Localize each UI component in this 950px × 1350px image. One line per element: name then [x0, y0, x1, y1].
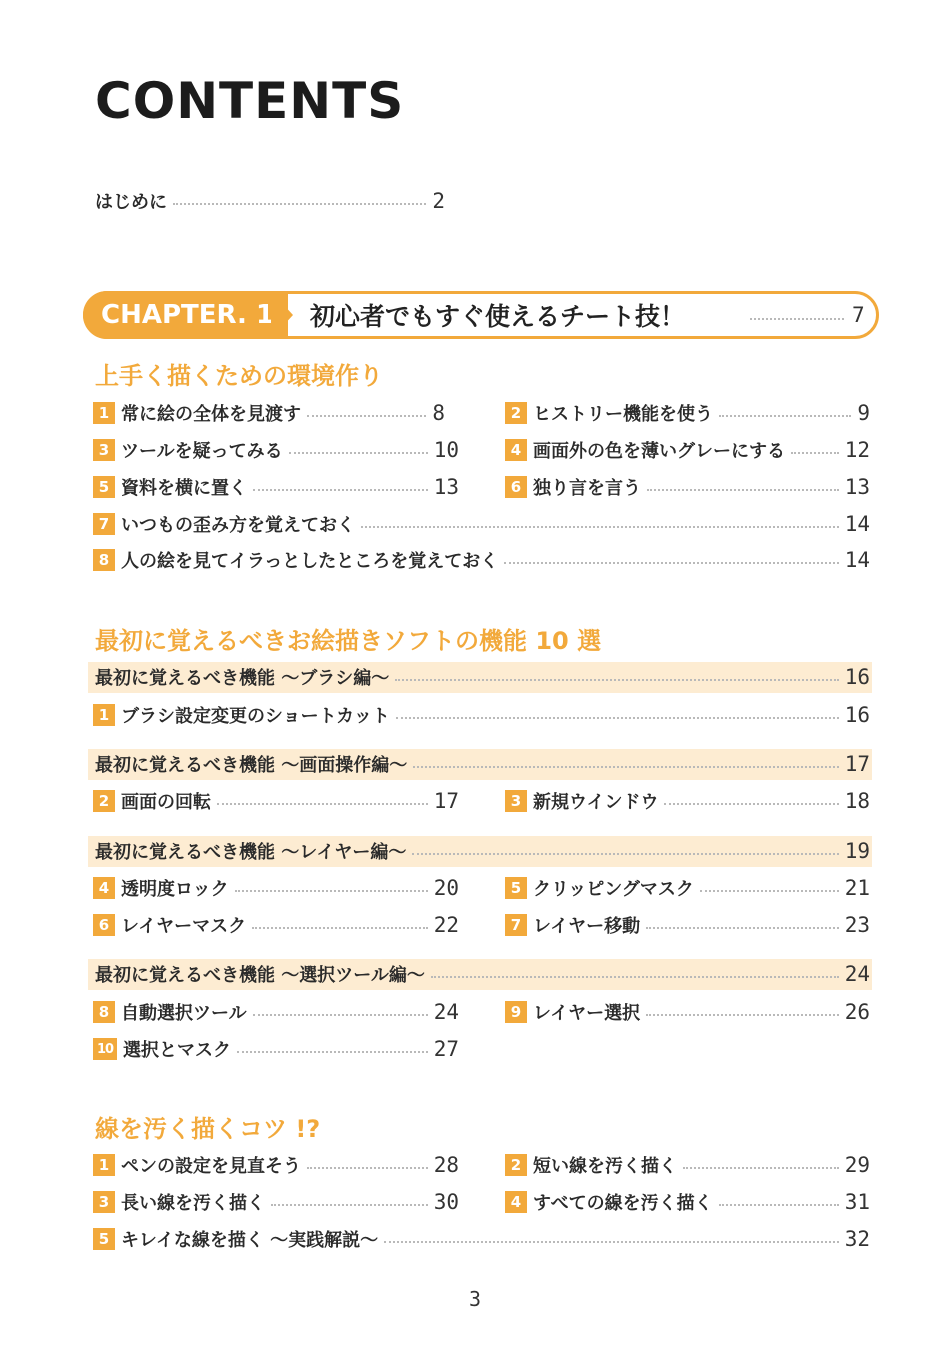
leader-dots: [647, 489, 839, 491]
toc-page: 10: [433, 438, 459, 462]
toc-label: 人の絵を見てイラっとしたところを覚えておく: [121, 551, 499, 572]
leader-dots: [431, 976, 839, 978]
item-number-badge: 8: [93, 1001, 115, 1023]
leader-dots: [235, 890, 428, 892]
toc-entry[interactable]: [93, 786, 459, 816]
toc-page: 9: [857, 401, 870, 425]
item-number-badge: 2: [505, 1154, 527, 1176]
leader-dots: [700, 890, 839, 892]
leader-dots: [217, 803, 428, 805]
toc-page: 24: [844, 962, 870, 986]
toc-entry[interactable]: [505, 472, 870, 502]
toc-entry[interactable]: [505, 786, 870, 816]
subsection-entry-screen[interactable]: [95, 749, 870, 779]
subsection-entry-selection[interactable]: [95, 959, 870, 989]
toc-label: 長い線を汚く描く: [121, 1193, 265, 1214]
toc-page: 13: [844, 475, 870, 499]
toc-entry[interactable]: [93, 873, 459, 903]
toc-label: ヒストリー機能を使う: [533, 404, 713, 425]
item-number-badge: 7: [505, 914, 527, 936]
item-number-badge: 6: [93, 914, 115, 936]
toc-label: ペンの設定を見直そう: [121, 1156, 301, 1177]
leader-dots: [384, 1241, 839, 1243]
item-number-badge: 2: [93, 790, 115, 812]
leader-dots: [719, 1204, 839, 1206]
toc-label: 最初に覚えるべき機能 〜ブラシ編〜: [95, 668, 390, 689]
toc-page: 14: [844, 512, 870, 536]
toc-entry[interactable]: [505, 1150, 870, 1180]
leader-dots: [504, 562, 838, 564]
toc-page: 2: [432, 189, 445, 213]
toc-label: はじめに: [95, 192, 167, 213]
toc-entry[interactable]: [93, 435, 459, 465]
item-number-badge: 5: [505, 877, 527, 899]
item-number-badge: 6: [505, 476, 527, 498]
subsection-entry-layer[interactable]: [95, 836, 870, 866]
item-number-badge: 4: [505, 1191, 527, 1213]
toc-label: ブラシ設定変更のショートカット: [121, 706, 390, 727]
toc-label: レイヤー選択: [533, 1003, 641, 1024]
toc-entry[interactable]: [505, 873, 870, 903]
subsection-entry-brush[interactable]: [95, 662, 870, 692]
chapter-label: CHAPTER. 1: [83, 291, 288, 339]
toc-page: 27: [433, 1037, 459, 1061]
toc-label: 最初に覚えるべき機能 〜選択ツール編〜: [95, 965, 425, 986]
leader-dots: [664, 803, 838, 805]
chapter-title: 初心者でもすぐ使えるチート技！: [310, 302, 686, 331]
toc-label: キレイな線を描く 〜実践解説〜: [121, 1230, 379, 1251]
toc-entry[interactable]: [93, 509, 870, 539]
toc-page: 19: [844, 839, 870, 863]
toc-entry[interactable]: [93, 910, 459, 940]
toc-entry[interactable]: [505, 910, 870, 940]
toc-entry[interactable]: [93, 997, 459, 1027]
item-number-badge: 2: [505, 402, 527, 424]
toc-label: レイヤー移動: [533, 916, 641, 937]
section-heading-lines: 線を汚く描くコツ !?: [95, 1115, 321, 1143]
toc-page: 12: [844, 438, 870, 462]
item-number-badge: 8: [93, 549, 115, 571]
toc-entry[interactable]: [93, 398, 445, 428]
toc-entry[interactable]: [505, 1187, 870, 1217]
leader-dots: [791, 452, 839, 454]
leader-dots: [646, 1014, 839, 1016]
toc-page: 17: [844, 752, 870, 776]
toc-label: 透明度ロック: [121, 879, 229, 900]
toc-page: 28: [433, 1153, 459, 1177]
toc-page: 17: [433, 789, 459, 813]
leader-dots: [412, 853, 838, 855]
item-number-badge: 10: [93, 1038, 117, 1060]
leader-dots: [289, 452, 428, 454]
toc-label: ツールを疑ってみる: [121, 441, 283, 462]
toc-page: 24: [433, 1000, 459, 1024]
chapter-page: 7: [852, 303, 865, 327]
section-heading-environment: 上手く描くための環境作り: [95, 362, 383, 390]
leader-dots: [173, 203, 426, 205]
chapter-pill-tip: [271, 291, 293, 339]
toc-label: いつもの歪み方を覚えておく: [121, 515, 355, 536]
toc-label: 最初に覚えるべき機能 〜画面操作編〜: [95, 755, 408, 776]
leader-dots: [271, 1204, 428, 1206]
toc-page: 16: [844, 703, 870, 727]
toc-label: 最初に覚えるべき機能 〜レイヤー編〜: [95, 842, 407, 863]
item-number-badge: 1: [93, 704, 115, 726]
toc-label: レイヤーマスク: [121, 916, 247, 937]
leader-dots: [237, 1051, 428, 1053]
leader-dots: [253, 1014, 428, 1016]
leader-dots: [646, 927, 839, 929]
toc-label: 資料を横に置く: [121, 478, 247, 499]
toc-page: 8: [432, 401, 445, 425]
item-number-badge: 4: [93, 877, 115, 899]
leader-dots: [361, 526, 839, 528]
toc-page: 23: [844, 913, 870, 937]
toc-label: 独り言を言う: [533, 478, 641, 499]
toc-page: 32: [844, 1227, 870, 1251]
toc-entry[interactable]: [93, 545, 870, 575]
toc-entry[interactable]: [505, 398, 870, 428]
item-number-badge: 1: [93, 402, 115, 424]
item-number-badge: 5: [93, 1228, 115, 1250]
leader-dots: [395, 679, 838, 681]
toc-entry[interactable]: [93, 700, 870, 730]
toc-label: 常に絵の全体を見渡す: [121, 404, 301, 425]
toc-entry[interactable]: [93, 1034, 459, 1064]
toc-page: 16: [844, 665, 870, 689]
toc-label: 新規ウインドウ: [533, 792, 659, 813]
item-number-badge: 1: [93, 1154, 115, 1176]
toc-label: 自動選択ツール: [121, 1003, 247, 1024]
item-number-badge: 7: [93, 513, 115, 535]
item-number-badge: 3: [505, 790, 527, 812]
leader-dots: [252, 927, 428, 929]
leader-dots: [719, 415, 851, 417]
leader-dots: [750, 318, 844, 320]
toc-entry[interactable]: [93, 1187, 459, 1217]
leader-dots: [396, 717, 839, 719]
toc-entry[interactable]: [93, 1224, 870, 1254]
page-title: CONTENTS: [95, 72, 405, 130]
item-number-badge: 9: [505, 1001, 527, 1023]
page-number: 3: [468, 1287, 482, 1311]
toc-label: すべての線を汚く描く: [533, 1193, 713, 1214]
toc-page: 31: [844, 1190, 870, 1214]
toc-page: 18: [844, 789, 870, 813]
toc-entry[interactable]: [93, 472, 459, 502]
toc-page: 20: [433, 876, 459, 900]
toc-page: 29: [844, 1153, 870, 1177]
toc-page: 13: [433, 475, 459, 499]
leader-dots: [683, 1167, 839, 1169]
leader-dots: [307, 415, 426, 417]
toc-entry[interactable]: [505, 435, 870, 465]
leader-dots: [413, 766, 838, 768]
chapter-banner[interactable]: [83, 291, 879, 339]
toc-page: 26: [844, 1000, 870, 1024]
toc-entry[interactable]: [505, 997, 870, 1027]
toc-label: 画面外の色を薄いグレーにする: [533, 441, 785, 462]
item-number-badge: 5: [93, 476, 115, 498]
toc-entry[interactable]: [93, 1150, 459, 1180]
toc-label: 短い線を汚く描く: [533, 1156, 677, 1177]
toc-label: 選択とマスク: [123, 1040, 231, 1061]
item-number-badge: 3: [93, 439, 115, 461]
toc-entry-intro[interactable]: [95, 186, 445, 216]
leader-dots: [307, 1167, 428, 1169]
toc-page: 14: [844, 548, 870, 572]
item-number-badge: 4: [505, 439, 527, 461]
toc-label: クリッピングマスク: [533, 879, 694, 900]
toc-label: 画面の回転: [121, 792, 211, 813]
section-heading-software-features: 最初に覚えるべきお絵描きソフトの機能 10 選: [95, 627, 602, 655]
toc-page: 30: [433, 1190, 459, 1214]
item-number-badge: 3: [93, 1191, 115, 1213]
toc-page: 21: [844, 876, 870, 900]
leader-dots: [253, 489, 428, 491]
toc-page: 22: [433, 913, 459, 937]
